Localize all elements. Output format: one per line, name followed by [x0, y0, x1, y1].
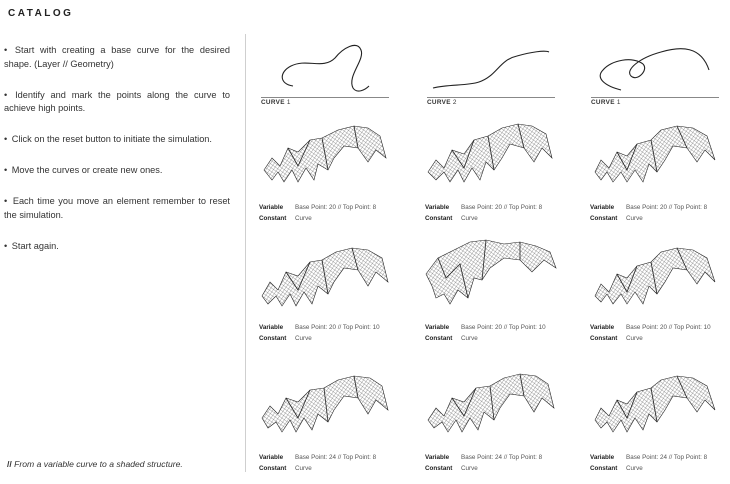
variable-line [425, 452, 542, 463]
variable-value: Base Point: 20 // Top Point: 10 [626, 324, 711, 331]
constant-label: Constant [259, 465, 287, 472]
curve-drawing [591, 42, 729, 98]
mesh-structure-image [424, 238, 564, 318]
instruction-text: Identify and mark the points along the curve to achieve high points. [4, 89, 230, 113]
instruction-item [4, 44, 230, 71]
structure-cell [424, 118, 564, 222]
constant-line [425, 333, 546, 344]
curve-label-num: 1 [286, 99, 291, 106]
bullet: • [4, 196, 8, 206]
variable-label: Variable [425, 454, 450, 461]
curve-underline [427, 97, 555, 98]
constant-value: Curve [626, 335, 643, 342]
constant-value: Curve [295, 465, 312, 472]
instruction-text: Click on the reset button to initiate the simulation. [11, 134, 212, 144]
curve-label-num: 1 [616, 99, 621, 106]
constant-label: Constant [425, 335, 453, 342]
structure-cell [424, 238, 564, 342]
curve-label-text: CURVE [427, 99, 451, 106]
variable-line [259, 322, 380, 333]
structure-cell [589, 118, 729, 222]
curve-drawing [261, 42, 399, 98]
curve-label [427, 99, 457, 106]
cell-meta [425, 202, 542, 224]
curve-underline [591, 97, 719, 98]
variable-label: Variable [425, 324, 450, 331]
constant-label: Constant [590, 335, 618, 342]
variable-label: Variable [259, 204, 284, 211]
instruction-text: Move the curves or create new ones. [11, 165, 163, 175]
mesh-structure-image [258, 368, 398, 448]
bullet: • [4, 45, 8, 55]
structure-cell [258, 118, 398, 222]
instruction-text: Start with creating a base curve for the desired shape. (Layer // Geometry) [4, 45, 230, 69]
variable-label: Variable [590, 204, 615, 211]
constant-line [259, 333, 380, 344]
constant-label: Constant [425, 465, 453, 472]
curve-underline [261, 97, 389, 98]
constant-label: Constant [590, 465, 618, 472]
variable-value: Base Point: 24 // Top Point: 8 [295, 454, 377, 461]
footer-prefix: // [7, 459, 12, 469]
variable-value: Base Point: 24 // Top Point: 8 [461, 454, 543, 461]
variable-line [425, 322, 546, 333]
mesh-structure-image [589, 118, 729, 198]
constant-line [590, 463, 707, 474]
constant-value: Curve [626, 465, 643, 472]
mesh-structure-image [589, 368, 729, 448]
curve-label [591, 99, 621, 106]
variable-label: Variable [425, 204, 450, 211]
constant-value: Curve [461, 335, 478, 342]
variable-value: Base Point: 20 // Top Point: 8 [461, 204, 543, 211]
instruction-item [4, 133, 230, 147]
constant-label: Constant [425, 215, 453, 222]
cell-meta [425, 322, 546, 344]
constant-value: Curve [295, 335, 312, 342]
structure-cell [589, 238, 729, 342]
curve-label-num: 2 [452, 99, 457, 106]
footer-text: From a variable curve to a shaded structure. [11, 459, 183, 469]
cell-meta [590, 322, 711, 344]
constant-line [425, 463, 542, 474]
instruction-item [4, 240, 230, 254]
variable-line [590, 202, 707, 213]
curve-sketch-1 [261, 42, 399, 112]
constant-line [259, 213, 376, 224]
variable-label: Variable [259, 454, 284, 461]
cell-meta [259, 322, 380, 344]
structure-cell [424, 368, 564, 472]
constant-label: Constant [259, 215, 287, 222]
bullet: • [4, 240, 8, 251]
cell-meta [259, 202, 376, 224]
variable-line [259, 452, 376, 463]
variable-label: Variable [590, 454, 615, 461]
footer-caption [7, 459, 183, 469]
mesh-structure-image [258, 238, 398, 318]
constant-line [590, 333, 711, 344]
instruction-item [4, 89, 230, 116]
curve-label [261, 99, 291, 106]
instruction-item [4, 164, 230, 178]
constant-line [425, 213, 542, 224]
column-divider [245, 34, 246, 472]
bullet: • [4, 134, 8, 144]
structure-cell [258, 238, 398, 342]
constant-value: Curve [461, 215, 478, 222]
page-title: CATALOG [8, 8, 74, 19]
bullet: • [4, 165, 8, 175]
mesh-structure-image [424, 368, 564, 448]
curve-sketch-2 [427, 42, 565, 112]
variable-label: Variable [259, 324, 284, 331]
cell-meta [259, 452, 376, 474]
mesh-structure-image [424, 118, 564, 198]
curve-label-text: CURVE [261, 99, 285, 106]
curve-drawing [427, 42, 565, 98]
bullet: • [4, 89, 8, 100]
curve-sketch-3 [591, 42, 729, 112]
structure-cell [589, 368, 729, 472]
variable-value: Base Point: 20 // Top Point: 8 [295, 204, 377, 211]
variable-label: Variable [590, 324, 615, 331]
variable-value: Base Point: 20 // Top Point: 10 [295, 324, 380, 331]
constant-value: Curve [626, 215, 643, 222]
instruction-list [4, 44, 230, 271]
mesh-structure-image [589, 238, 729, 318]
variable-line [590, 322, 711, 333]
variable-line [590, 452, 707, 463]
constant-value: Curve [461, 465, 478, 472]
structure-cell [258, 368, 398, 472]
cell-meta [590, 202, 707, 224]
instruction-text: Each time you move an element remember to reset the simulation. [4, 196, 230, 220]
mesh-structure-image [258, 118, 398, 198]
variable-value: Base Point: 20 // Top Point: 8 [626, 204, 708, 211]
constant-label: Constant [590, 215, 618, 222]
instruction-text: Start again. [11, 240, 59, 251]
constant-value: Curve [295, 215, 312, 222]
variable-line [259, 202, 376, 213]
constant-label: Constant [259, 335, 287, 342]
cell-meta [425, 452, 542, 474]
cell-meta [590, 452, 707, 474]
variable-line [425, 202, 542, 213]
instruction-item [4, 195, 230, 222]
curve-label-text: CURVE [591, 99, 615, 106]
constant-line [259, 463, 376, 474]
constant-line [590, 213, 707, 224]
variable-value: Base Point: 20 // Top Point: 10 [461, 324, 546, 331]
variable-value: Base Point: 24 // Top Point: 8 [626, 454, 708, 461]
